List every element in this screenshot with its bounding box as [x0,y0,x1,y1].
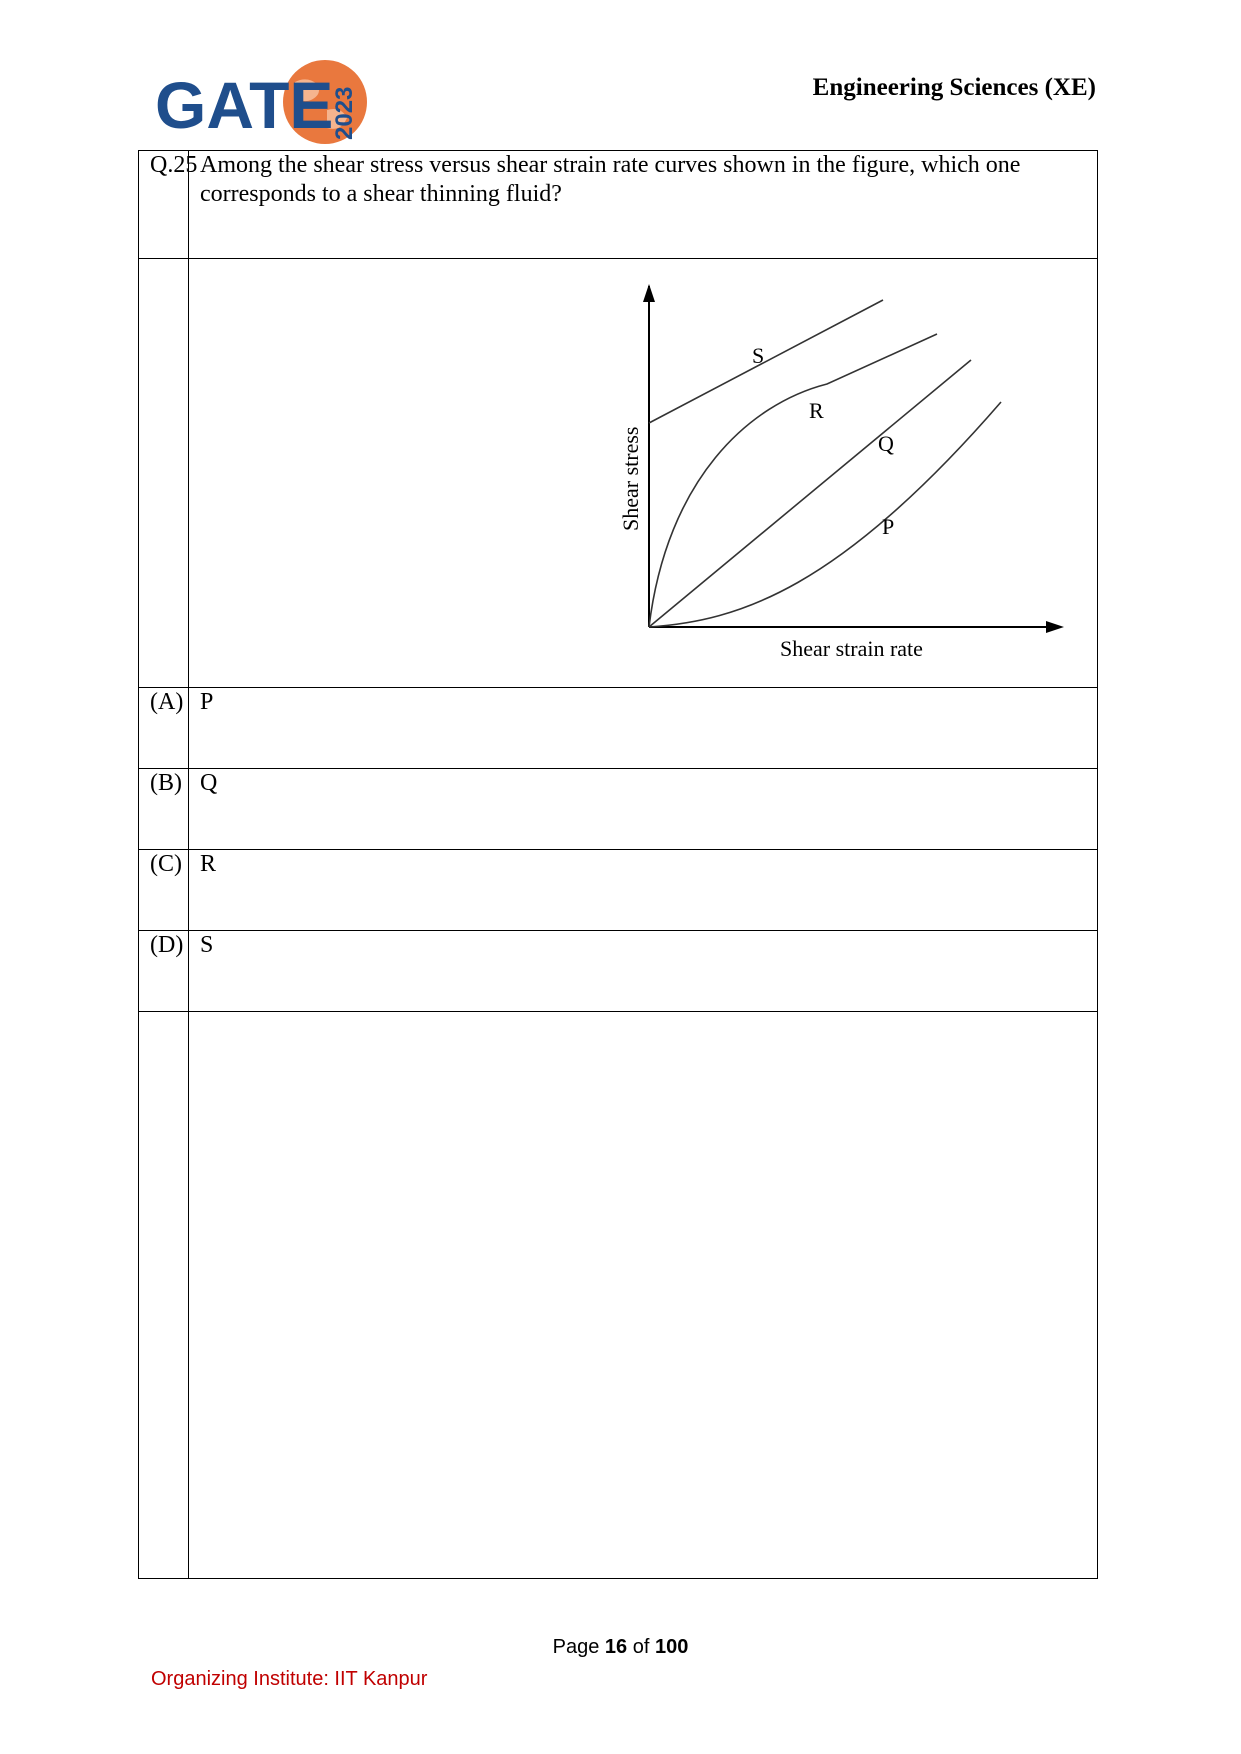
option-row-c[interactable] [139,850,1098,931]
question-row [139,151,1098,259]
option-key: (A) [139,688,189,769]
logo-text: GATE [155,68,334,142]
curve-s [649,300,883,423]
x-axis-arrow-icon [1046,621,1064,633]
question-table [138,150,1098,1579]
curve-label-r: R [809,398,824,423]
option-text: R [189,850,1098,931]
exam-subject: Engineering Sciences (XE) [812,74,1096,101]
blank-row [139,1012,1098,1579]
logo-year: 2023 [331,86,358,140]
page-total: 100 [654,1636,689,1658]
option-key: (B) [139,769,189,850]
option-text: S [189,931,1098,1012]
y-axis-arrow-icon [643,284,655,302]
figure-container [189,259,1097,687]
page-number: Page 16 of 100 [552,1636,689,1658]
gate-2023-logo [155,60,370,146]
rheology-figure [409,259,923,687]
question-text: Among the shear stress versus shear strain rate curves shown in the figure, which one corresponds to a shear thinning fluid? [189,151,1098,259]
curve-r [649,334,937,627]
page-current: 16 [604,1636,628,1658]
x-axis-label: Shear strain rate [780,636,923,661]
question-number: Q.25 [139,151,189,259]
curve-p [649,402,1001,627]
option-key: (C) [139,850,189,931]
option-text: P [189,688,1098,769]
option-key: (D) [139,931,189,1012]
figure-row [139,259,1098,688]
option-row-a[interactable] [139,688,1098,769]
option-row-b[interactable] [139,769,1098,850]
curve-label-p: P [882,514,895,539]
option-text: Q [189,769,1098,850]
curve-label-s: S [752,343,765,368]
option-row-d[interactable] [139,931,1098,1012]
organizer-footer: Organizing Institute: IIT Kanpur [151,1668,428,1690]
y-axis-label: Shear stress [618,426,643,531]
curve-label-q: Q [878,431,894,456]
